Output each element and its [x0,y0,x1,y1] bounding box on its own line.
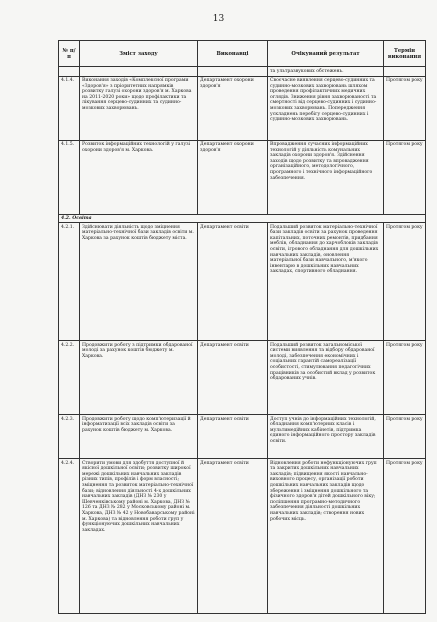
cell-executor: Департамент освіти [198,341,268,415]
cell-executor: Департамент освіти [198,223,268,341]
cell-executor: Департамент охорони здоров'я [198,76,268,140]
cell-num [59,67,80,77]
cell-result: Подальший розвиток матеріально-технічної бази закладів освіти за рахунок проведення капітальних, поточних ремонтів, придбання меблів, обладнання до харчоблоків закладів освіти, ігрового обладнання для дошкільних навчальних закладів, оновлення матеріальної бази навчального, м'якого інвентарю в дошкільних навчальних закладах, спортивного обладнання. [268,223,384,341]
cell-term: Протягом року [384,76,426,140]
cell-executor [198,67,268,77]
cell-term: Протягом року [384,341,426,415]
cell-num: 4.2.2. [59,341,80,415]
header-result: Очікуваний результат [268,41,384,67]
cell-num: 4.2.1. [59,223,80,341]
table-row [59,223,426,341]
cell-content: Продовжити роботу з підтримки обдарованої молоді за рахунок коштів бюджету м. Харкова. [80,341,198,415]
cell-content: Створити умови для здобуття доступної й якісної дошкільної освіти; розвитку широкої мережі дошкільних навчальних закладів різних типів, профілів і форм власності; зміцнення та розвиток матеріально-технічної бази; відновлення діяльності 4-х дошкільних навчальних закладів (ДНЗ № 230 у Шевченківському районі м. Харкова, ДНЗ № 126 та ДНЗ № 282 у Московському районі м. Харкова, ДНЗ № 42 у Новобаварському районі м. Харкова) та відновлення роботи груп у функціонуючих дошкільних навчальних закладах. [80,459,198,614]
action-plan-table [58,40,426,614]
header-executors: Виконавці [198,41,268,67]
cell-executor: Департамент охорони здоров'я [198,140,268,214]
table-row [59,341,426,415]
table-row [59,76,426,140]
cell-term: Протягом року [384,140,426,214]
cell-result: Впровадження сучасних інформаційних технологій у діяльність комунальних закладів охорони здоров'я. Здійснення заходів щодо розвитку та впровадження організаційного, методологічного, програмного і технічного інформаційного забезпечення. [268,140,384,214]
header-num: № п/п [59,41,80,67]
cell-term: Протягом року [384,415,426,459]
cell-executor: Департамент освіти [198,459,268,614]
cell-num: 4.1.4. [59,76,80,140]
section-row [59,214,426,223]
cell-content: Виконання заходів «Комплексної програми «Здоров'я» з пріоритетних напрямків розвитку галузі охорони здоров'я м. Харкова на 2011-2020 роки» щодо профілактики та лікування серцево-судинних та судинно-мозкових захворювань. [80,76,198,140]
header-content: Зміст заходу [80,41,198,67]
cell-result: Відновлення роботи нефункціонуючих груп та закритих дошкільних навчальних закладів; підвищення якості навчально-виховного процесу, організації роботи дошкільних навчальних закладів щодо збереження і зміцнення дошкільного та фізичного здоров'я дітей дошкільного віку; поліпшення програмно-методичного забезпечення діяльності дошкільних навчальних закладів; створення нових робочих місць. [268,459,384,614]
table-body [59,67,426,614]
table-header-row [59,41,426,67]
cell-term [384,67,426,77]
cell-content [80,67,198,77]
cell-executor: Департамент освіти [198,415,268,459]
table-row [59,415,426,459]
section-label: 4.2. Освіта [59,214,426,223]
table-row [59,140,426,214]
page-number: 13 [212,14,225,24]
cell-result: Доступ учнів до інформаційних технологій, обладнання комп'ютерних класів і мультимедійних кабінетів, підтримка єдиного інформаційного простору закладів освіти. [268,415,384,459]
cell-term: Протягом року [384,223,426,341]
cell-num: 4.2.4. [59,459,80,614]
header-term: Термін виконання [384,41,426,67]
table-row [59,459,426,614]
cell-content: Продовжити роботу щодо комп'ютеризації й інформатизації всіх закладів освіти за рахунок коштів бюджету м. Харкова. [80,415,198,459]
cell-result: та ультразвукових обстежень. [268,67,384,77]
cell-content: Здійснювати діяльність щодо зміцнення матеріально-технічної бази закладів освіти м. Харкова за рахунок коштів бюджету міста. [80,223,198,341]
cell-result: Подальший розвиток загальноміської системи виявлення та відбору обдарованої молоді, забезпечення економічних і соціальних гарантій самореалізації особистості, стимулювання педагогічних працівників за особистий вклад у розвиток обдарованих учнів. [268,341,384,415]
cell-term: Протягом року [384,459,426,614]
cell-content: Розвиток інформаційних технологій у галузі охорони здоров'я м. Харкова. [80,140,198,214]
table-row [59,67,426,77]
cell-num: 4.2.3. [59,415,80,459]
cell-result: Своєчасне виявлення серцево-судинних та судинно-мозкових захворювань шляхом проведення профілактичних медичних оглядів. Зниження рівня захворюваності та смертності від серцево-судинних і судинно-мозкових захворювань. Попередження ускладнень перебігу серцево-судинних і судинно-мозкових захворювань. [268,76,384,140]
cell-num: 4.1.5. [59,140,80,214]
